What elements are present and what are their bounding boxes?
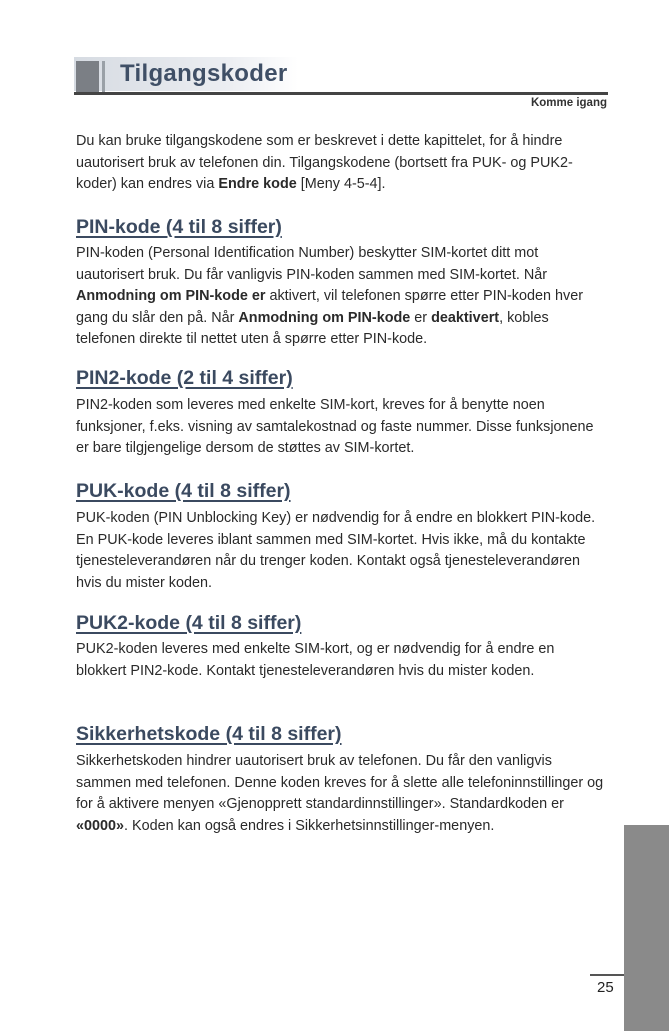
puk2-code-paragraph: PUK2-koden leveres med enkelte SIM-kort, og er nødvendig for å endre en blokkert PIN2-kode. Kontakt tjenesteleverandøren hvis du mister koden. <box>76 641 555 679</box>
intro-bold: Endre kode <box>218 176 297 192</box>
heading-pin2-code: PIN2-kode (2 til 4 siffer) <box>76 367 293 389</box>
intro-text: Du kan bruke tilgangskodene som er beskrevet i dette kapittelet, for å hindre uautorisert bruk av telefonen din. Tilgangskodene (bortsett fra PUK- og PUK2-koder) kan endres via <box>76 133 573 192</box>
heading-puk-code: PUK-kode (4 til 8 siffer) <box>76 480 291 502</box>
section-label: Komme igang <box>530 97 607 109</box>
pin-text: er <box>410 309 432 326</box>
pin-bold: Anmodning om PIN-kode er <box>76 288 266 304</box>
security-code-paragraph <box>76 751 608 837</box>
pin-bold: deaktivert <box>431 309 500 326</box>
page-number-rule <box>590 974 624 976</box>
chapter-marker <box>76 61 99 92</box>
security-text: Sikkerhetskoden hindrer uautorisert bruk av telefonen. Du får den vanligvis sammen med telefonen. Denne koden kreves for å slette alle telefoninnstillinger og for å aktivere menyen «Gjenopprett standardinnstillinger». Standardkoden er <box>76 753 604 812</box>
heading-pin-code: PIN-kode (4 til 8 siffer) <box>76 216 282 238</box>
page-number: 25 <box>597 979 614 996</box>
security-default-code: «0000» <box>76 817 125 834</box>
security-text-end: . Koden kan også endres i Sikkerhetsinnstillinger-menyen. <box>124 817 495 834</box>
pin-text: aktivert, vil telefonen spørre etter PIN-koden hver gang du slår den på. Når <box>76 288 584 326</box>
header-rule <box>74 92 608 95</box>
pin-code-paragraph <box>76 243 608 351</box>
chapter-thumb-tab <box>624 825 669 1031</box>
chapter-marker-bar <box>102 61 105 92</box>
intro-paragraph <box>76 131 608 196</box>
heading-security-code: Sikkerhetskode (4 til 8 siffer) <box>76 723 342 745</box>
puk-code-paragraph: PUK-koden (PIN Unblocking Key) er nødvendig for å endre en blokkert PIN-kode. En PUK-kode leveres iblant sammen med SIM-kortet. Hvis ikke, må du kontakte tjenesteleverandøren når du trenger koden. Kontakt også tjenesteleverandøren hvis du mister koden. <box>76 510 596 591</box>
intro-text-end: [Meny 4-5-4]. <box>296 176 386 192</box>
pin-text: , kobles telefonen direkte til nettet uten å spørre etter PIN-kode. <box>76 309 549 347</box>
pin-bold: Anmodning om PIN-kode <box>238 309 411 326</box>
chapter-title: Tilgangskoder <box>120 60 288 87</box>
pin2-code-paragraph: PIN2-koden som leveres med enkelte SIM-kort, kreves for å benytte noen funksjoner, f.eks. visning av samtalekostnad og faste nummer. Disse funksjonene er bare tilgjengelige dersom de støttes av SIM-kortet. <box>76 397 594 456</box>
pin-text: PIN-koden (Personal Identification Number) beskytter SIM-kortet ditt mot uautorisert bruk. Du får vanligvis PIN-koden sammen med SIM-kortet. Når <box>76 245 548 283</box>
heading-puk2-code: PUK2-kode (4 til 8 siffer) <box>76 612 302 634</box>
